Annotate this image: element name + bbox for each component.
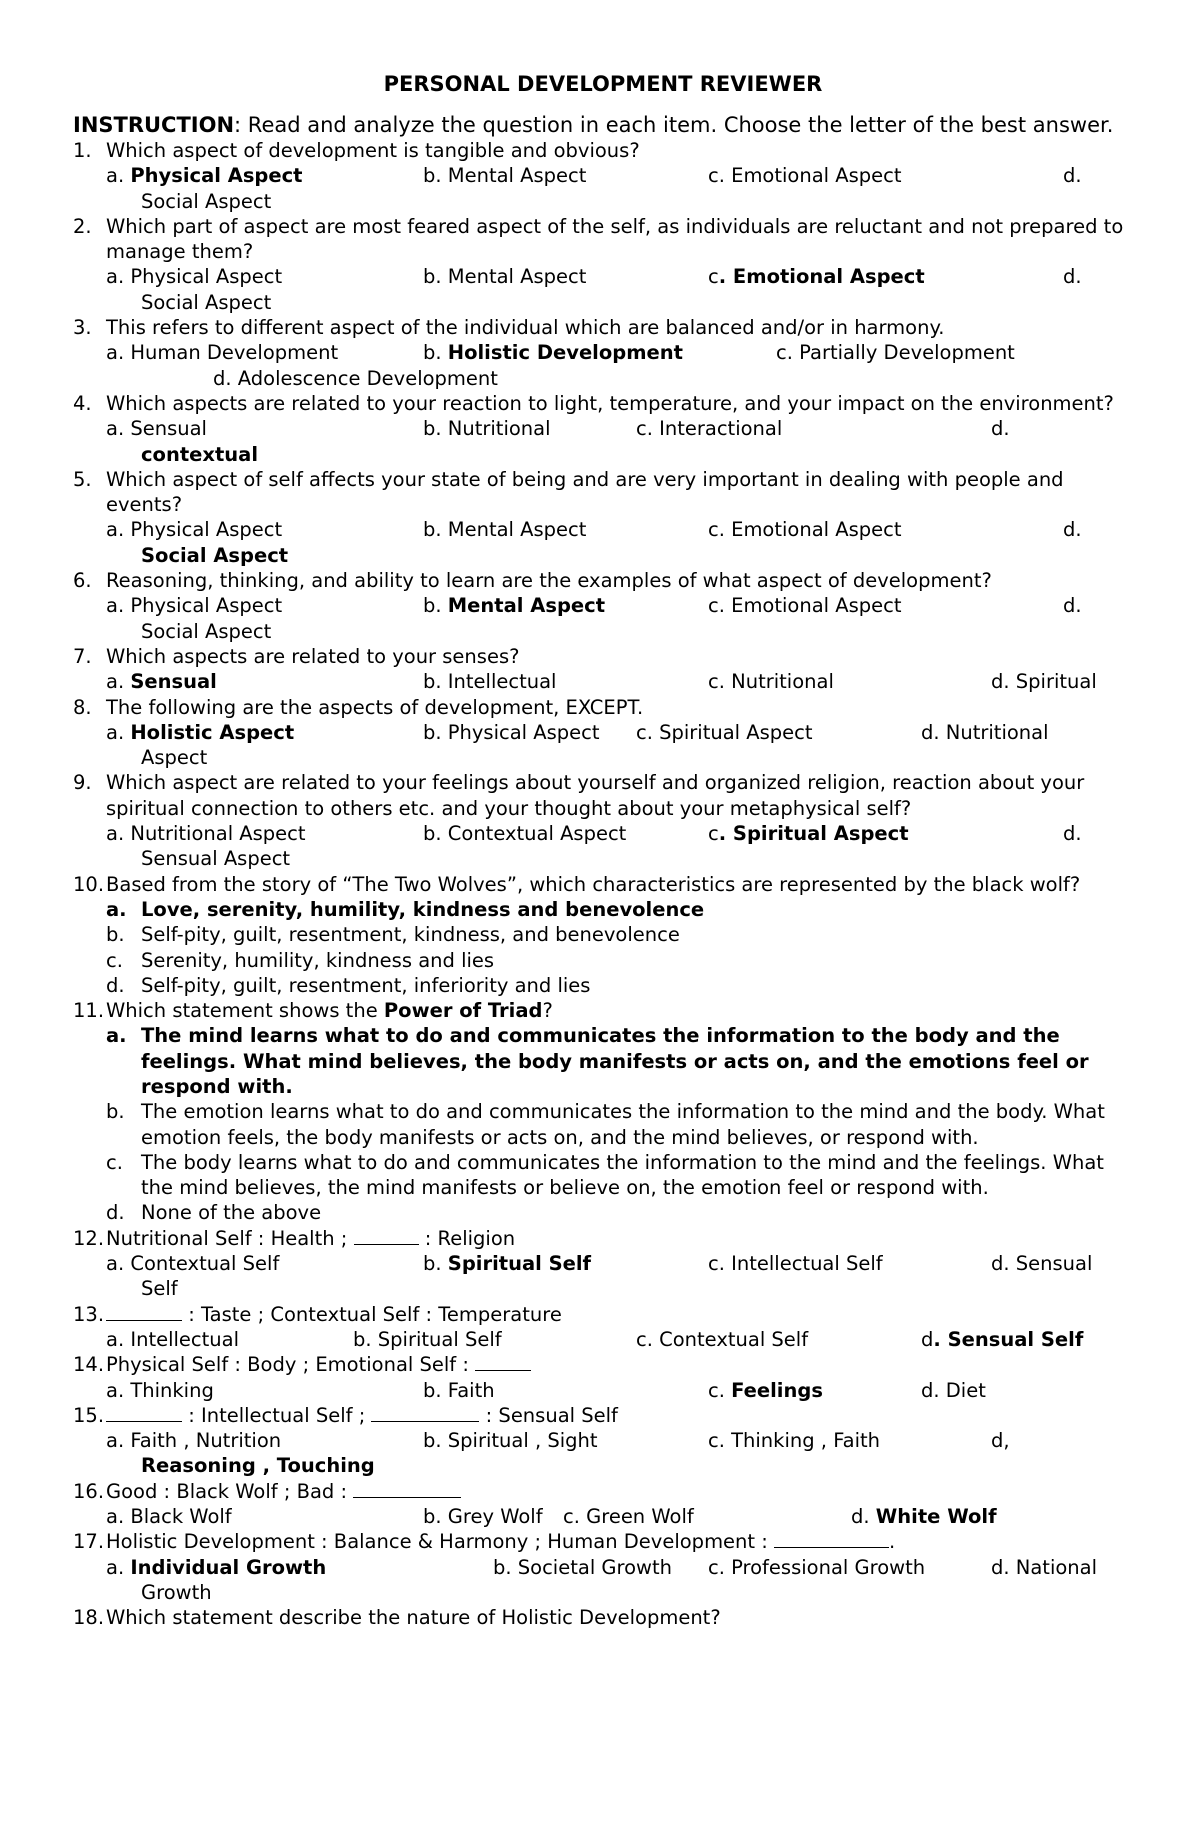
option-a: a. Faith , Nutrition [106, 1429, 282, 1453]
question-7 [73, 644, 1133, 669]
question-number: 6. [73, 569, 92, 593]
question-text: Good : Black Wolf ; Bad : [73, 1479, 1133, 1504]
question-text: Which aspect of development is tangible and obvious? [106, 139, 640, 162]
answer-blank [353, 1479, 461, 1498]
answer-blank [106, 1302, 182, 1321]
option-b: b. Nutritional [423, 417, 551, 441]
option-d-text: contextual [141, 442, 259, 466]
question-number: 9. [73, 771, 92, 795]
option-a: a. Physical Aspect [106, 594, 283, 618]
question-1 [73, 138, 1133, 163]
question-3-options-2 [73, 366, 1133, 391]
option-d: d. National [991, 1555, 1098, 1579]
question-text: Which part of aspect are most feared aspect of the self, as individuals are reluctant and not prepared to manage them? [106, 214, 1124, 264]
question-number: 11. [73, 999, 105, 1023]
question-5-options [73, 517, 1133, 542]
question-text: Reasoning, thinking, and ability to learn are the examples of what aspect of development? [106, 569, 992, 593]
question-2 [73, 214, 1133, 265]
option-b: b. Faith [423, 1378, 495, 1402]
option-d: d. [1063, 518, 1082, 542]
instruction-label: INSTRUCTION [73, 113, 235, 137]
question-15 [73, 1403, 1133, 1428]
question-text: Which aspect of self affects your state of being and are very important in dealing with people and events? [106, 467, 1064, 517]
option-b: b. Intellectual [423, 670, 557, 694]
option-d: d. [1063, 822, 1082, 846]
option-b: b. Spiritual Self [423, 1252, 592, 1276]
question-4 [73, 391, 1133, 416]
option-c: c. Emotional Aspect [708, 265, 925, 289]
option-b: b. Mental Aspect [423, 594, 606, 618]
question-number: 7. [73, 644, 92, 668]
instruction-text: : Read and analyze the question in each item. Choose the letter of the best answer. [234, 113, 1114, 137]
question-17 [73, 1529, 1133, 1554]
option-b: b. Grey Wolf [423, 1505, 543, 1529]
option-d: d. [1063, 164, 1082, 188]
question-text: Based from the story of “The Two Wolves”, which characteristics are represented by the black wolf? [106, 872, 1081, 896]
question-text: Physical Self : Body ; Emotional Self : [73, 1352, 1133, 1377]
option-b: b. Self-pity, guilt, resentment, kindness, and benevolence [106, 923, 680, 947]
question-number: 14. [73, 1353, 105, 1377]
option-c: c. Serenity, humility, kindness and lies [106, 948, 495, 972]
question-text: Which aspect are related to your feelings about yourself and organized religion, reaction about your spiritual connection to others etc. and your thought about your metaphysical self? [106, 771, 1085, 820]
answer-blank [106, 1403, 182, 1422]
option-c: c. Spiritual Aspect [636, 720, 813, 744]
question-13-options [73, 1327, 1133, 1352]
question-4-options [73, 416, 1133, 441]
question-number: 8. [73, 695, 92, 719]
question-2-options [73, 264, 1133, 289]
question-number: 17. [73, 1530, 105, 1554]
option-d: d. [1063, 594, 1082, 618]
option-d: d. [991, 417, 1010, 441]
option-b: b. Physical Aspect [423, 720, 600, 744]
question-10 [73, 872, 1133, 897]
question-number: 3. [73, 316, 92, 340]
question-number: 10. [73, 872, 105, 896]
option-d: d. None of the above [106, 1201, 322, 1225]
question-number: 18. [73, 1606, 105, 1630]
question-number: 12. [73, 1226, 105, 1250]
option-a: a. The mind learns what to do and communicates the information to the body and the feelings. What mind believes, the body manifests or acts on, and the emotions feel or respond with. [106, 1024, 1089, 1098]
option-d-text: Sensual Aspect [141, 847, 291, 871]
option-a: a. Physical Aspect [106, 518, 283, 542]
option-d-text: Growth [141, 1580, 212, 1604]
question-text: Holistic Development : Balance & Harmony ; Human Development : . [106, 1530, 896, 1554]
question-9-options [73, 821, 1133, 846]
answer-blank [774, 1529, 889, 1548]
option-a: a. Individual Growth [106, 1555, 327, 1579]
reviewer-page [73, 70, 1133, 1631]
option-a: a. Sensual [106, 670, 217, 694]
option-c: c. Partially Development [776, 341, 1015, 365]
option-c: c. Emotional Aspect [708, 518, 902, 542]
question-14-options [73, 1378, 1133, 1403]
option-c: c. Professional Growth [708, 1555, 926, 1579]
answer-blank [354, 1226, 419, 1245]
option-c: c. Feelings [708, 1378, 823, 1402]
option-b: b. Contextual Aspect [423, 822, 627, 846]
option-d-text: Social Aspect [141, 619, 272, 643]
page-title: PERSONAL DEVELOPMENT REVIEWER [383, 72, 823, 96]
option-a: a. Intellectual [106, 1327, 240, 1351]
question-13 [73, 1302, 1133, 1327]
option-d-text: Social Aspect [141, 189, 272, 213]
option-c: c. Spiritual Aspect [708, 822, 909, 846]
question-16 [73, 1479, 1133, 1504]
question-12 [73, 1226, 1133, 1251]
option-a: a. Physical Aspect [106, 265, 283, 289]
option-d: d. Nutritional [921, 720, 1049, 744]
option-d: d. Self-pity, guilt, resentment, inferiority and lies [106, 973, 591, 997]
question-5 [73, 467, 1133, 518]
question-text: Nutritional Self : Health ; : Religion [106, 1226, 516, 1250]
question-14 [73, 1352, 1133, 1377]
option-c: c. Interactional [636, 417, 783, 441]
option-d: d. Sensual Self [921, 1327, 1084, 1351]
option-c: c. The body learns what to do and communicates the information to the mind and the feelings. What the mind believes, the mind manifests or believe on, the emotion feel or respond with. [106, 1150, 1104, 1200]
option-d: d. Spiritual [991, 670, 1097, 694]
option-b: b. Mental Aspect [423, 265, 587, 289]
question-17-options [73, 1555, 1133, 1580]
question-number: 16. [73, 1479, 105, 1503]
option-a: a. Black Wolf [106, 1505, 232, 1529]
question-6 [73, 568, 1133, 593]
question-text: : Intellectual Self ; : Sensual Self [73, 1403, 1133, 1428]
option-c: c. Green Wolf [563, 1505, 694, 1529]
instruction [73, 112, 1133, 138]
option-a: a. Thinking [106, 1378, 214, 1402]
question-12-options [73, 1251, 1133, 1276]
option-d-text: Social Aspect [141, 543, 289, 567]
question-3-options [73, 340, 1133, 365]
questions-list [73, 138, 1133, 1631]
option-d-text: Reasoning , Touching [141, 1454, 375, 1478]
option-a: a. Holistic Aspect [106, 720, 295, 744]
option-d-text: Social Aspect [141, 290, 272, 314]
question-number: 5. [73, 467, 92, 491]
option-a: a. Love, serenity, humility, kindness and benevolence [106, 897, 705, 921]
option-c: c. Intellectual Self [708, 1252, 883, 1276]
option-d: d. Sensual [991, 1252, 1093, 1276]
option-d: d. Diet [921, 1378, 986, 1402]
question-number: 15. [73, 1403, 105, 1427]
answer-blank [475, 1352, 531, 1371]
option-b: b. Spiritual , Sight [423, 1429, 598, 1453]
question-text: Which aspects are related to your reaction to light, temperature, and your impact on the environment? [106, 391, 1114, 415]
question-8-options [73, 720, 1133, 745]
question-9 [73, 770, 1133, 821]
option-d: d. [1063, 265, 1082, 289]
question-16-options [73, 1504, 1133, 1529]
option-b: b. The emotion learns what to do and communicates the information to the mind and the body. What emotion feels, the body manifests or acts on, and the mind believes, or respond with. [106, 1100, 1105, 1149]
option-d: d, [991, 1429, 1010, 1453]
question-8 [73, 695, 1133, 720]
question-number: 2. [73, 214, 92, 238]
option-c: c. Contextual Self [636, 1327, 809, 1351]
option-c: c. Thinking , Faith [708, 1429, 881, 1453]
question-18 [73, 1605, 1133, 1630]
question-11 [73, 998, 1133, 1023]
option-b: b. Mental Aspect [423, 518, 587, 542]
question-text: The following are the aspects of development, EXCEPT. [106, 695, 644, 719]
option-a: a. Contextual Self [106, 1252, 280, 1276]
question-text: : Taste ; Contextual Self : Temperature [73, 1302, 1133, 1327]
question-text: Which statement shows the Power of Triad? [106, 999, 553, 1023]
question-text: Which statement describe the nature of Holistic Development? [106, 1606, 721, 1630]
question-number: 1. [73, 139, 92, 162]
question-7-options [73, 669, 1133, 694]
option-d-text: Self [141, 1277, 178, 1301]
option-b: b. Mental Aspect [423, 164, 587, 188]
answer-blank [371, 1403, 479, 1422]
question-text: This refers to different aspect of the individual which are balanced and/or in harmony. [106, 316, 945, 340]
option-a: a. Sensual [106, 417, 207, 441]
question-15-options [73, 1428, 1133, 1453]
option-c: c. Nutritional [708, 670, 834, 694]
option-a: a. Human Development [106, 341, 339, 365]
option-b: b. Holistic Development [423, 341, 683, 365]
option-a: a. Nutritional Aspect [106, 822, 306, 846]
option-c: c. Emotional Aspect [708, 164, 902, 188]
option-d-text: Aspect [141, 746, 208, 770]
question-1-options [73, 163, 1133, 188]
option-b: b. Societal Growth [493, 1555, 673, 1579]
question-3 [73, 315, 1133, 340]
option-b: b. Spiritual Self [353, 1327, 502, 1351]
question-text: Which aspects are related to your senses? [106, 644, 520, 668]
option-a: a. Physical Aspect [106, 164, 303, 188]
option-c: c. Emotional Aspect [708, 594, 902, 618]
option-d: d. Adolescence Development [213, 366, 498, 390]
question-6-options [73, 593, 1133, 618]
question-number: 13. [73, 1302, 105, 1326]
option-d: d. White Wolf [851, 1505, 997, 1529]
question-number: 4. [73, 391, 92, 415]
